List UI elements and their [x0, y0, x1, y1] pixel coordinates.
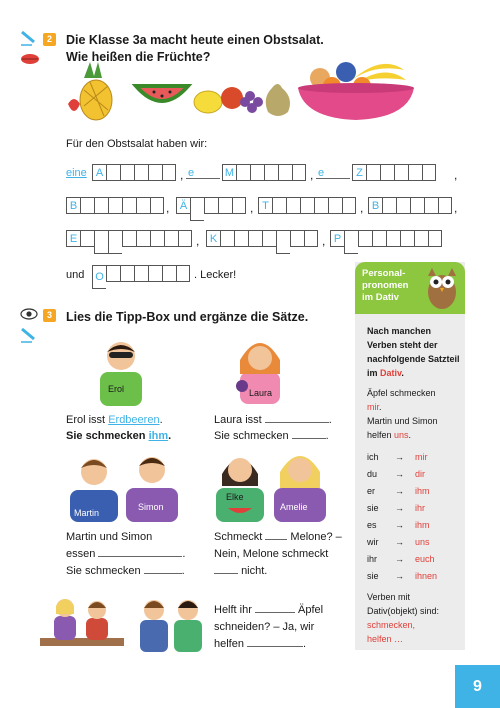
eye-icon — [20, 308, 38, 320]
text: Laura isst — [214, 414, 262, 426]
word-boxes-apfelsine[interactable] — [92, 164, 176, 181]
sentence-elke-amelie-line1 — [214, 531, 342, 543]
task-number-badge: 2 — [43, 33, 56, 46]
letter-box[interactable] — [438, 197, 452, 214]
arrow-icon: → — [395, 486, 404, 496]
text: . — [328, 414, 332, 426]
text: Nach manchen Verben steht der nachfolgende Satzteil im — [367, 326, 460, 378]
letter-box[interactable] — [120, 164, 134, 181]
sentence-helfen-line3 — [214, 638, 306, 650]
pencil-icon — [20, 327, 38, 343]
text: helfen — [214, 638, 244, 650]
highlight-dativ: Dativ — [380, 368, 402, 378]
letter-box[interactable] — [342, 197, 356, 214]
text: Erol isst — [66, 414, 109, 426]
letter-box[interactable] — [262, 230, 276, 247]
letter-box[interactable]: T — [258, 197, 272, 214]
pronoun-table — [367, 452, 437, 588]
letter-box[interactable] — [292, 164, 306, 181]
letter-box[interactable] — [106, 265, 120, 282]
pronoun-dative: ihr — [415, 503, 426, 513]
word-boxes-erdbeeren[interactable] — [66, 230, 192, 247]
word-boxes-zitrone[interactable] — [352, 164, 436, 181]
name-tag-amelie: Amelie — [280, 502, 308, 512]
owl-icon — [420, 264, 464, 310]
task2-subtitle: Wie heißen die Früchte? — [66, 50, 211, 64]
sentence-erol-line1 — [66, 414, 163, 426]
letter-box[interactable] — [162, 164, 176, 181]
comma: , — [454, 201, 458, 215]
letter-box[interactable] — [108, 230, 122, 254]
arrow-icon: → — [395, 503, 404, 513]
grapes-icon — [240, 91, 263, 113]
letter-box[interactable] — [190, 197, 204, 221]
text: Sie schmecken — [66, 565, 141, 577]
pronoun-row — [367, 554, 437, 571]
answer-ihm: ihm — [148, 430, 169, 442]
sentence-martin-simon-line2 — [66, 548, 185, 560]
text: Melone? – — [290, 531, 342, 543]
article-ending: e — [318, 167, 325, 179]
text: nicht. — [241, 565, 268, 577]
task2-title: Die Klasse 3a macht heute einen Obstsalat. — [66, 33, 324, 47]
letter-box[interactable] — [386, 230, 400, 247]
letter-box[interactable] — [234, 230, 248, 247]
text: . — [168, 430, 172, 442]
tip-verbs-list: schmecken, helfen … — [367, 620, 416, 644]
children-table-illustration — [40, 596, 124, 652]
letter-box[interactable] — [122, 230, 136, 247]
comma: , — [180, 168, 184, 182]
pronoun-row — [367, 520, 437, 537]
letter-box[interactable] — [176, 265, 190, 282]
letter-box[interactable] — [106, 164, 120, 181]
letter-box[interactable] — [380, 164, 394, 181]
pronoun-row — [367, 452, 437, 469]
letter-box[interactable] — [94, 197, 108, 214]
letter-box[interactable] — [424, 197, 438, 214]
text: . — [379, 402, 382, 412]
letter-box[interactable] — [236, 164, 250, 181]
name-tag-erol: Erol — [108, 384, 125, 394]
arrow-icon: → — [395, 469, 404, 479]
letter-box[interactable] — [250, 164, 264, 181]
letter-box[interactable]: M — [222, 164, 236, 181]
letter-box[interactable] — [162, 265, 176, 282]
word-boxes-kirschen[interactable] — [206, 230, 318, 247]
task3-title: Lies die Tipp-Box und ergänze die Sätze. — [66, 310, 309, 324]
letter-box[interactable] — [248, 230, 262, 247]
letter-box[interactable] — [400, 230, 414, 247]
arrow-icon: → — [395, 537, 404, 547]
text: Sie schmecken — [66, 430, 149, 442]
highlight-uns: uns — [394, 430, 409, 440]
letter-box[interactable]: O — [92, 265, 106, 289]
sentence-elke-amelie-line2: Nein, Melone schmeckt — [214, 548, 329, 560]
highlight-mir: mir — [367, 402, 379, 412]
comma: , — [250, 201, 254, 215]
tip-rule — [367, 324, 461, 380]
task-number-badge: 3 — [43, 309, 56, 322]
comma: , — [196, 234, 200, 248]
word-boxes-orangen[interactable] — [92, 265, 190, 282]
tip-example-2 — [367, 414, 459, 442]
text: . — [401, 368, 404, 378]
answer-blank[interactable] — [98, 556, 182, 557]
text: Sie schmecken — [214, 430, 289, 442]
letter-box[interactable] — [148, 265, 162, 282]
pronoun-dative: ihm — [415, 486, 430, 496]
watermelon-icon — [136, 86, 188, 101]
word-boxes-melone[interactable] — [222, 164, 306, 181]
fruit-bowl-icon — [298, 62, 414, 120]
mouth-icon — [20, 53, 40, 65]
text: Helft ihr — [214, 604, 252, 616]
letter-box[interactable] — [120, 265, 134, 282]
text: . — [181, 565, 185, 577]
pronoun-dative: mir — [415, 452, 428, 462]
letter-box[interactable] — [136, 197, 150, 214]
pronoun-dative: ihm — [415, 520, 430, 530]
comma: , — [322, 234, 326, 248]
letter-box[interactable] — [372, 230, 386, 247]
comma: , — [166, 201, 170, 215]
sentence-laura-line1 — [214, 414, 332, 426]
sentence-elke-amelie-line3 — [214, 565, 267, 577]
name-tag-simon: Simon — [138, 502, 164, 512]
letter-box[interactable] — [136, 230, 150, 247]
fruit-illustration — [62, 58, 418, 126]
pronoun-nominative: ihr — [367, 554, 378, 564]
letter-box[interactable] — [148, 164, 162, 181]
letter-box[interactable] — [164, 230, 178, 247]
tip-verbs-label: Verben mit Dativ(objekt) sind: — [367, 592, 440, 616]
letter-box[interactable] — [122, 197, 136, 214]
word-boxes-aepfel[interactable] — [176, 197, 246, 214]
word-boxes-trauben[interactable] — [258, 197, 356, 214]
letter-box[interactable]: A — [92, 164, 106, 181]
letter-box[interactable] — [366, 164, 380, 181]
lemon-icon — [194, 91, 222, 113]
text: Schmeckt — [214, 531, 263, 543]
answer-erdbeeren: Erdbeeren — [108, 414, 160, 426]
text: . — [325, 430, 329, 442]
answer-blank[interactable] — [292, 438, 326, 439]
pronoun-row — [367, 537, 437, 554]
arrow-icon: → — [395, 554, 404, 564]
letter-box[interactable] — [264, 164, 278, 181]
letter-box[interactable] — [410, 197, 424, 214]
letter-box[interactable] — [150, 230, 164, 247]
letter-box[interactable] — [220, 230, 234, 247]
letter-box[interactable] — [414, 230, 428, 247]
arrow-icon: → — [395, 520, 404, 530]
letter-box[interactable] — [382, 197, 396, 214]
letter-box[interactable] — [276, 230, 290, 254]
page-number: 9 — [455, 665, 500, 708]
letter-box[interactable] — [304, 230, 318, 247]
letter-box[interactable] — [428, 230, 442, 247]
letter-box[interactable] — [108, 197, 122, 214]
pronoun-row — [367, 503, 437, 520]
letter-box[interactable]: B — [66, 197, 80, 214]
letter-box[interactable]: Z — [352, 164, 366, 181]
apple-icon — [221, 87, 243, 109]
letter-box[interactable] — [394, 164, 408, 181]
text: essen — [66, 548, 96, 560]
word-boxes-pflaumen[interactable] — [330, 230, 442, 247]
pronoun-nominative: du — [367, 469, 378, 479]
arrow-icon: → — [395, 571, 404, 581]
letter-box[interactable] — [314, 197, 328, 214]
pronoun-nominative: wir — [367, 537, 379, 547]
sentence-helfen-line1 — [214, 604, 323, 616]
pronoun-row — [367, 486, 437, 503]
pronoun-nominative: es — [367, 520, 377, 530]
letter-box[interactable] — [344, 230, 358, 254]
article-ending: e — [188, 167, 195, 179]
pronoun-dative: euch — [415, 554, 435, 564]
comma: , — [454, 168, 458, 182]
sentence-martin-simon-line1: Martin und Simon — [66, 531, 153, 543]
text: Äpfel schmecken — [367, 388, 436, 398]
comma: , — [310, 168, 314, 182]
pencil-icon — [20, 30, 38, 46]
name-tag-martin: Martin — [74, 508, 100, 518]
text: . — [408, 430, 412, 440]
name-tag-laura: Laura — [249, 388, 273, 398]
pronoun-dative: uns — [415, 537, 430, 547]
letter-box[interactable] — [80, 197, 94, 214]
pineapple-icon — [80, 62, 112, 120]
tip-example-1 — [367, 386, 461, 414]
arrow-icon: → — [395, 452, 404, 462]
pronoun-row — [367, 469, 437, 486]
children-elke-amelie-illustration — [210, 448, 330, 522]
pronoun-row — [367, 571, 437, 588]
letter-box[interactable]: E — [66, 230, 80, 247]
sentence-erol-line2 — [66, 430, 171, 442]
text: Martin und Simon helfen — [367, 416, 438, 440]
pear-icon — [266, 84, 290, 116]
word-boxes-birnen[interactable] — [368, 197, 452, 214]
letter-box[interactable]: P — [330, 230, 344, 247]
letter-box[interactable] — [80, 230, 94, 247]
letter-box[interactable] — [328, 197, 342, 214]
letter-box[interactable] — [422, 164, 436, 181]
text: Äpfel — [298, 604, 324, 616]
letter-box[interactable]: K — [206, 230, 220, 247]
strawberry-icon — [68, 99, 80, 111]
sentence-laura-line2 — [214, 430, 329, 442]
letter-box[interactable]: B — [368, 197, 382, 214]
pronoun-nominative: sie — [367, 571, 379, 581]
child-erol-illustration — [88, 336, 154, 406]
text: . — [159, 414, 163, 426]
letter-box[interactable] — [286, 197, 300, 214]
letter-box[interactable] — [218, 197, 232, 214]
letter-box[interactable] — [358, 230, 372, 247]
tip-box-title: Personal- pronomen im Dativ — [362, 268, 409, 303]
sentence-helfen-line2: schneiden? – Ja, wir — [214, 621, 315, 633]
word-boxes-banane[interactable] — [66, 197, 164, 214]
letter-box[interactable] — [300, 197, 314, 214]
answer-blank[interactable] — [247, 646, 303, 647]
text: . — [303, 638, 307, 650]
letter-box[interactable] — [278, 164, 292, 181]
letter-box[interactable] — [150, 197, 164, 214]
comma: , — [360, 201, 364, 215]
und-label: und — [66, 269, 85, 281]
pronoun-dative: ihnen — [415, 571, 438, 581]
name-tag-elke: Elke — [226, 492, 244, 502]
sentence-martin-simon-line3 — [66, 565, 185, 577]
answer-blank[interactable] — [214, 573, 238, 574]
answer-blank[interactable] — [265, 539, 287, 540]
letter-box[interactable] — [134, 265, 148, 282]
children-pair-illustration — [136, 596, 206, 652]
letter-box[interactable] — [134, 164, 148, 181]
letter-box[interactable] — [396, 197, 410, 214]
letter-box[interactable]: Ä — [176, 197, 190, 214]
pronoun-dative: dir — [415, 469, 426, 479]
answer-blank[interactable] — [265, 422, 329, 423]
pronoun-nominative: ich — [367, 452, 379, 462]
pronoun-nominative: sie — [367, 503, 379, 513]
pronoun-nominative: er — [367, 486, 376, 496]
lecker-label: . Lecker! — [194, 269, 237, 281]
letter-box[interactable] — [232, 197, 246, 214]
letter-box[interactable] — [204, 197, 218, 214]
letter-box[interactable] — [408, 164, 422, 181]
letter-box[interactable] — [290, 230, 304, 247]
letter-box[interactable] — [94, 230, 108, 254]
text: . — [182, 548, 186, 560]
letter-box[interactable] — [272, 197, 286, 214]
answer-blank[interactable] — [144, 573, 182, 574]
article-eine: eine — [66, 167, 87, 179]
answer-blank[interactable] — [255, 612, 295, 613]
task2-intro: Für den Obstsalat haben wir: — [66, 138, 208, 150]
letter-box[interactable] — [178, 230, 192, 247]
